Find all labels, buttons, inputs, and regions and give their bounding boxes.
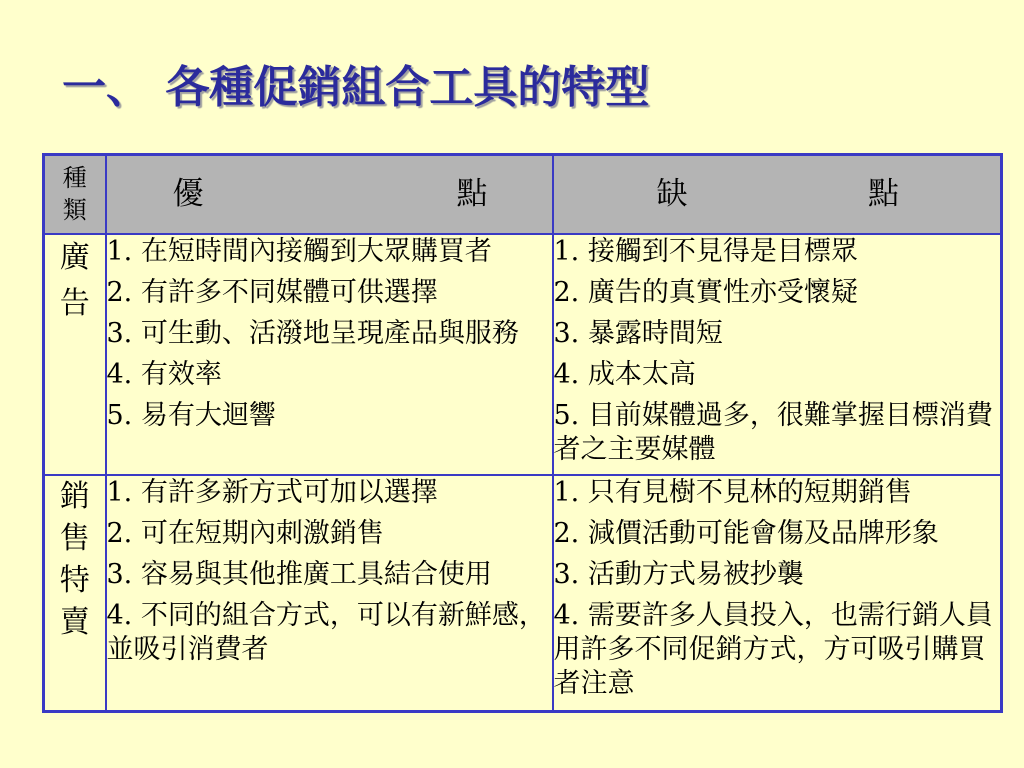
pros-item: 1. 有許多新方式可加以選擇 — [106, 476, 438, 508]
pros-item: 1. 在短時間內接觸到大眾購買者 — [106, 235, 492, 267]
slide-title: 一、 各種促銷組合工具的特型 — [62, 62, 650, 113]
cons-item: 3. 暴露時間短 — [553, 317, 723, 349]
header-pros-label — [107, 174, 552, 214]
row-type-label: 廣告 — [59, 239, 90, 321]
table-header-row — [44, 155, 1002, 234]
cons-item: 4. 需要許多人員投入，也需行銷人員用許多不同促銷方式，方可吸引購買者注意 — [553, 599, 993, 699]
cons-cell — [553, 234, 1002, 475]
header-char: 缺 — [656, 176, 688, 213]
header-type-label: 種類 — [62, 164, 87, 225]
cons-item: 4. 成本太高 — [553, 358, 696, 390]
row-type-cell — [44, 234, 106, 475]
pros-item: 3. 容易與其他推廣工具結合使用 — [106, 558, 492, 590]
pros-item: 2. 可在短期內刺激銷售 — [106, 517, 384, 549]
cons-item: 5. 目前媒體過多，很難掌握目標消費者之主要媒體 — [553, 399, 993, 465]
cons-item: 1. 接觸到不見得是目標眾 — [553, 235, 858, 267]
header-char: 點 — [456, 176, 488, 213]
table-row-sales-promotion — [44, 475, 1002, 712]
pros-item: 3. 可生動、活潑地呈現產品與服務 — [106, 317, 519, 349]
pros-item: 4. 不同的組合方式，可以有新鮮感，並吸引消費者 — [106, 599, 546, 665]
cons-item: 2. 減價活動可能會傷及品牌形象 — [553, 517, 939, 549]
pros-cell — [106, 234, 553, 475]
pros-item: 5. 易有大迴響 — [106, 399, 276, 431]
pros-item: 2. 有許多不同媒體可供選擇 — [106, 276, 438, 308]
header-cons-cell — [553, 155, 1002, 234]
header-pros-cell — [106, 155, 553, 234]
cons-cell — [553, 475, 1002, 712]
cons-item: 2. 廣告的真實性亦受懷疑 — [553, 276, 858, 308]
header-cons-label — [554, 174, 1001, 214]
header-char: 優 — [172, 176, 204, 213]
pros-item: 4. 有效率 — [106, 358, 222, 390]
row-type-label: 銷售特賣 — [59, 478, 90, 640]
cons-item: 1. 只有見樹不見林的短期銷售 — [553, 476, 912, 508]
header-type-cell — [44, 155, 106, 234]
cons-item: 3. 活動方式易被抄襲 — [553, 558, 804, 590]
pros-cell — [106, 475, 553, 712]
row-type-cell — [44, 475, 106, 712]
promotion-tools-table — [42, 153, 1003, 713]
header-char: 點 — [868, 176, 899, 213]
table-row-advertising — [44, 234, 1002, 475]
